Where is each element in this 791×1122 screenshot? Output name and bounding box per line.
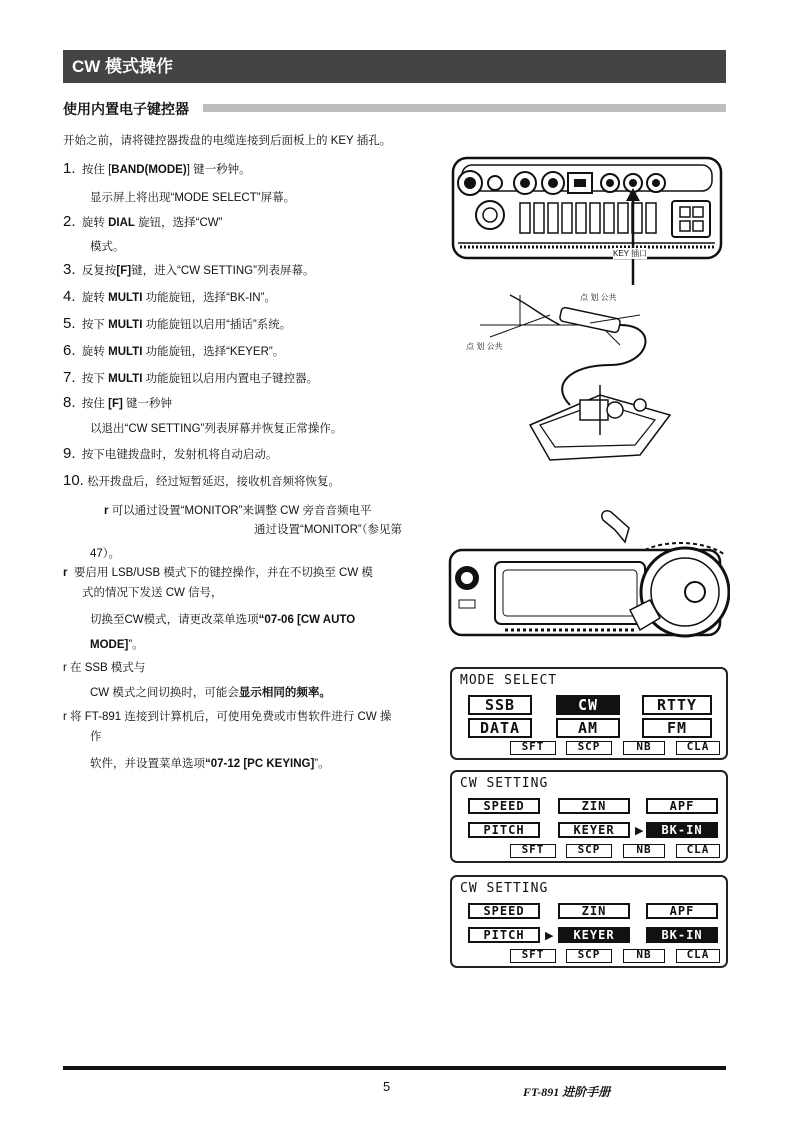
softkey-sft[interactable]: SFT xyxy=(510,741,556,755)
softkey-sft[interactable]: SFT xyxy=(510,844,556,858)
lcd-cw2-title: CW SETTING xyxy=(460,881,549,896)
paddle-labels-top: 点 划 公共 xyxy=(580,293,617,302)
rear-panel-figure xyxy=(450,155,730,290)
note-lsb-line1: r 要启用 LSB/USB 模式下的键控操作，并在不切换至 CW 模 xyxy=(63,567,373,579)
cw1-apf-button[interactable]: APF xyxy=(646,798,718,814)
softkey-scp[interactable]: SCP xyxy=(566,949,612,963)
section-title: 使用内置电子键控器 xyxy=(63,99,193,119)
softkey-cla[interactable]: CLA xyxy=(676,844,720,858)
softkey-cla[interactable]: CLA xyxy=(676,741,720,755)
step-2: 2. 旋转 DIAL 旋钮，选择“CW” xyxy=(63,213,223,230)
cw2-pitch-button[interactable]: PITCH xyxy=(468,927,540,943)
cw1-pitch-button[interactable]: PITCH xyxy=(468,822,540,838)
lcd-mode-select xyxy=(450,667,728,760)
cw1-bkin-button[interactable]: BK-IN xyxy=(646,822,718,838)
softkey-nb[interactable]: NB xyxy=(623,741,665,755)
section-header xyxy=(63,99,726,117)
section-rule xyxy=(203,104,726,112)
note-monitor-line3: 47）。 xyxy=(90,548,121,560)
softkey-scp[interactable]: SCP xyxy=(566,741,612,755)
note-pc-line1: r 将 FT-891 连接到计算机后，可使用免费或市售软件进行 CW 操 xyxy=(63,711,392,723)
step-8: 8. 按住 [F] 键一秒钟 xyxy=(63,394,172,411)
step-7: 7. 按下 MULTI 功能旋钮以启用内置电子键控器。 xyxy=(63,369,319,386)
mode-fm-button[interactable]: FM xyxy=(642,718,712,738)
cw2-keyer-button[interactable]: KEYER xyxy=(558,927,630,943)
front-panel-figure xyxy=(445,500,730,640)
mode-rtty-button[interactable]: RTTY xyxy=(642,695,712,715)
lcd-mode-title: MODE SELECT xyxy=(460,673,558,688)
step-2-detail: 模式。 xyxy=(90,241,125,253)
lcd-cw-setting-bkin xyxy=(450,770,728,863)
cw1-zin-button[interactable]: ZIN xyxy=(558,798,630,814)
softkey-nb[interactable]: NB xyxy=(623,844,665,858)
note-monitor-line1: r 可以通过设置“MONITOR”来调整 CW 旁音音频电平 xyxy=(104,505,372,517)
paddle-figure xyxy=(460,285,725,485)
lcd-cw-setting-keyer xyxy=(450,875,728,968)
step-9: 9. 按下电键拨盘时，发射机将自动启动。 xyxy=(63,445,278,462)
cw2-bkin-button[interactable]: BK-IN xyxy=(646,927,718,943)
step-1-detail: 显示屏上将出现“MODE SELECT”屏幕。 xyxy=(90,192,296,204)
mode-data-button[interactable]: DATA xyxy=(468,718,532,738)
step-5: 5. 按下 MULTI 功能旋钮以启用“插话”系统。 xyxy=(63,315,292,332)
step-6: 6. 旋转 MULTI 功能旋钮，选择“KEYER”。 xyxy=(63,342,285,359)
key-jack-label: KEY 插口 xyxy=(613,249,648,258)
note-monitor-line2: 通过设置“MONITOR”（参见第 xyxy=(254,524,402,536)
cw2-speed-button[interactable]: SPEED xyxy=(468,903,540,919)
softkey-scp[interactable]: SCP xyxy=(566,844,612,858)
manual-name: FT-891 进阶手册 xyxy=(523,1085,611,1099)
softkey-sft[interactable]: SFT xyxy=(510,949,556,963)
page-title-bar xyxy=(63,50,726,83)
note-pc-line3: 软件，并设置菜单选项“07-12 [PC KEYING]”。 xyxy=(90,758,330,770)
cw1-speed-button[interactable]: SPEED xyxy=(468,798,540,814)
mode-am-button[interactable]: AM xyxy=(556,718,620,738)
rear-panel-illustration xyxy=(450,155,730,290)
cw2-zin-button[interactable]: ZIN xyxy=(558,903,630,919)
step-3: 3. 反复按[F]键，进入“CW SETTING”列表屏幕。 xyxy=(63,261,315,278)
cw1-pointer-icon: ▶ xyxy=(635,825,644,837)
note-lsb-line4: MODE]”。 xyxy=(90,639,144,651)
softkey-cla[interactable]: CLA xyxy=(676,949,720,963)
step-10: 10. 松开拨盘后，经过短暂延迟，接收机音频将恢复。 xyxy=(63,472,341,489)
step-8-detail: 以退出“CW SETTING”列表屏幕并恢复正常操作。 xyxy=(90,423,343,435)
note-lsb-line2: 式的情况下发送 CW 信号， xyxy=(82,587,223,599)
paddle-illustration xyxy=(460,285,725,485)
note-lsb-line3: 切换至CW模式，请更改菜单选项“07-06 [CW AUTO xyxy=(90,614,356,626)
note-ssb-line1: r 在 SSB 模式与 xyxy=(63,662,146,674)
paddle-labels-left: 点 划 公共 xyxy=(466,342,503,351)
lcd-cw1-title: CW SETTING xyxy=(460,776,549,791)
cw2-apf-button[interactable]: APF xyxy=(646,903,718,919)
note-ssb-line2: CW 模式之间切换时，可能会显示相同的频率。 xyxy=(90,687,331,699)
page-number: 5 xyxy=(383,1079,391,1094)
mode-cw-button[interactable]: CW xyxy=(556,695,620,715)
step-4: 4. 旋转 MULTI 功能旋钮，选择“BK-IN”。 xyxy=(63,288,276,305)
softkey-nb[interactable]: NB xyxy=(623,949,665,963)
front-panel-illustration xyxy=(445,500,730,640)
note-pc-line2: 作 xyxy=(90,731,102,743)
mode-ssb-button[interactable]: SSB xyxy=(468,695,532,715)
step-1: 1. 按住 [BAND(MODE)] 键一秒钟。 xyxy=(63,160,251,177)
cw2-pointer-icon: ▶ xyxy=(545,930,554,942)
intro-text: 开始之前，请将键控器拨盘的电缆连接到后面板上的 KEY 插孔。 xyxy=(63,135,392,147)
page-title: CW 模式操作 xyxy=(72,57,174,76)
footer-rule xyxy=(63,1066,726,1070)
cw1-keyer-button[interactable]: KEYER xyxy=(558,822,630,838)
